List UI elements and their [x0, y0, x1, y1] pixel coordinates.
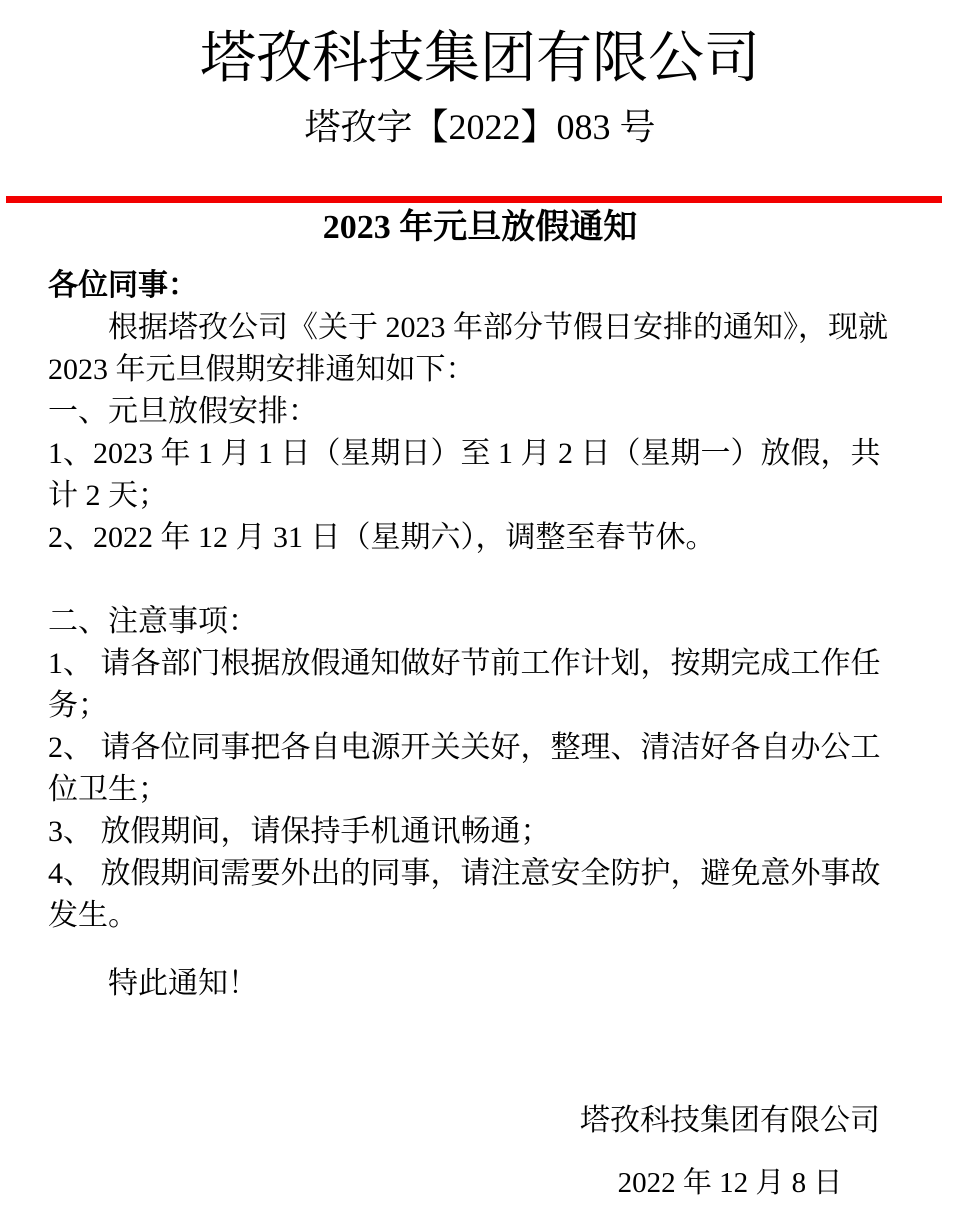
- body-line: 务；: [48, 689, 108, 722]
- body-line: 2、 请各位同事把各自电源开关关好，整理、清洁好各自办公工: [48, 731, 881, 764]
- red-divider-line: [6, 196, 942, 203]
- body-line: 计 2 天；: [48, 479, 168, 512]
- notice-body: [48, 265, 948, 1005]
- notice-heading: 2023 年元旦放假通知: [322, 209, 638, 246]
- body-line: 各位同事：: [48, 269, 198, 302]
- body-line: 位卫生；: [48, 773, 168, 806]
- body-line: 一、元旦放假安排：: [48, 395, 318, 428]
- body-line: 1、2023 年 1 月 1 日（星期日）至 1 月 2 日（星期一）放假，共: [48, 437, 881, 470]
- closing-block: [565, 1100, 895, 1204]
- body-line: 4、 放假期间需要外出的同事，请注意安全防护，避免意外事故: [48, 857, 881, 890]
- body-line: 3、 放假期间，请保持手机通讯畅通；: [48, 815, 551, 848]
- body-line: 根据塔孜公司《关于 2023 年部分节假日安排的通知》，现就: [108, 311, 888, 344]
- body-line: 2、2022 年 12 月 31 日（星期六），调整至春节休。: [48, 521, 716, 554]
- body-line: 1、 请各部门根据放假通知做好节前工作计划，按期完成工作任: [48, 647, 881, 680]
- body-line: 发生。: [48, 899, 138, 932]
- signature-date: 2022 年 12 月 8 日: [617, 1167, 843, 1199]
- body-line: [48, 937, 948, 963]
- body-line: 2023 年元旦假期安排通知如下：: [48, 353, 476, 386]
- document-number: 塔孜字【2022】083 号: [304, 107, 656, 147]
- company-title: 塔孜科技集团有限公司: [200, 28, 760, 90]
- body-line: [48, 559, 948, 601]
- body-line: 二、注意事项：: [48, 605, 258, 638]
- signature-company: 塔孜科技集团有限公司: [580, 1104, 880, 1137]
- body-line: 特此通知！: [108, 967, 258, 1000]
